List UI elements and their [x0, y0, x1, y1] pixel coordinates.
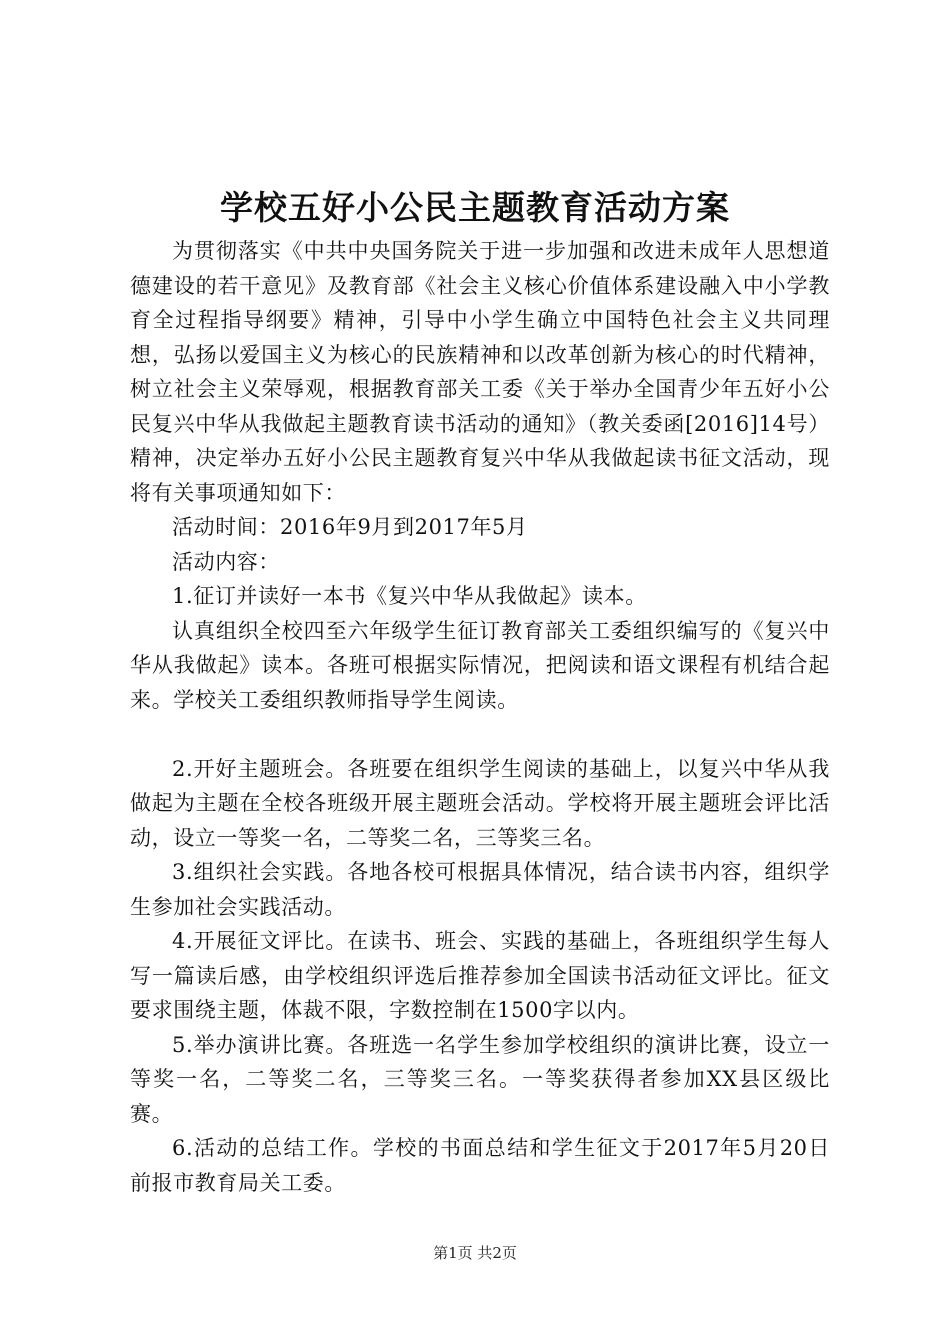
- item-1-detail: 认真组织全校四至六年级学生征订教育部关工委组织编写的《复兴中华从我做起》读本。各班可根据实际情况，把阅读和语文课程有机结合起来。学校关工委组织教师指导学生阅读。: [130, 618, 830, 712]
- activity-content-heading: 活动内容：: [172, 549, 280, 574]
- item-4: 4.开展征文评比。在读书、班会、实践的基础上，各班组织学生每人写一篇读后感，由学校组织评选后推荐参加全国读书活动征文评比。征文要求围绕主题，体裁不限，字数控制在1500字以内。: [130, 929, 830, 1022]
- item-6: 6.活动的总结工作。学校的书面总结和学生征文于2017年5月20日前报市教育局关工委。: [130, 1136, 830, 1195]
- blank-line: [130, 717, 830, 752]
- page-number-footer: 第1页 共2页: [433, 1244, 517, 1262]
- document-body: [130, 234, 830, 1200]
- activity-time: 活动时间：2016年9月到2017年5月: [172, 515, 528, 539]
- item-3: 3.组织社会实践。各地各校可根据具体情况，结合读书内容，组织学生参加社会实践活动。: [130, 860, 830, 919]
- document-title: 学校五好小公民主题教育活动方案: [220, 188, 730, 227]
- intro-paragraph: 为贯彻落实《中共中央国务院关于进一步加强和改进未成年人思想道德建设的若干意见》及教育部《社会主义核心价值体系建设融入中小学教育全过程指导纲要》精神，引导中小学生确立中国特色社会主义共同理想，弘扬以爱国主义为核心的民族精神和以改革创新为核心的时代精神，树立社会主义荣辱观，根据教育部关工委《关于举办全国青少年五好小公民复兴中华从我做起主题教育读书活动的通知》（教关委函[2016]14号）精神，决定举办五好小公民主题教育复兴中华从我做起读书征文活动，现将有关事项通知如下：: [130, 239, 830, 505]
- item-5: 5.举办演讲比赛。各班选一名学生参加学校组织的演讲比赛，设立一等奖一名，二等奖二名，三等奖三名。一等奖获得者参加XX县区级比赛。: [130, 1032, 830, 1126]
- item-1-heading: 1.征订并读好一本书《复兴中华从我做起》读本。: [172, 584, 647, 608]
- item-2: 2.开好主题班会。各班要在组织学生阅读的基础上，以复兴中华从我做起为主题在全校各班级开展主题班会活动。学校将开展主题班会评比活动，设立一等奖一名，二等奖二名，三等奖三名。: [130, 756, 830, 850]
